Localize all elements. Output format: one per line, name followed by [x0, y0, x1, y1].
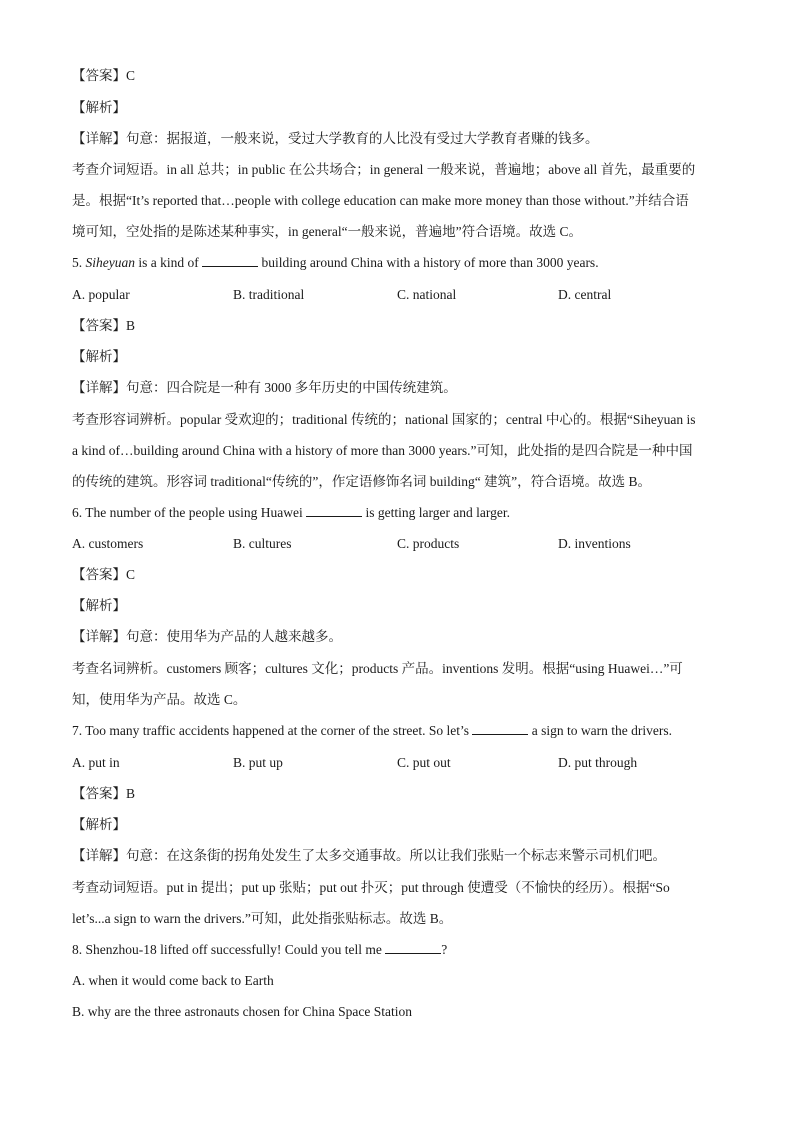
answer-value: B	[126, 786, 136, 801]
detail-text: 句意：四合院是一种有 3000 多年历史的中国传统建筑。	[126, 380, 457, 395]
analysis-label: 【解析】	[72, 100, 126, 115]
explanation-line: 境可知，空处指的是陈述某种事实，in general“一般来说，普遍地”符合语境。故选 C。	[72, 224, 582, 239]
stem-part: Shenzhou-18 lifted off successfully! Could you tell me	[82, 942, 386, 957]
stem-part: Too many traffic accidents happened at the corner of the street. So let’s	[82, 723, 473, 738]
option-b: B. put up	[233, 755, 283, 770]
question-number: 6.	[72, 505, 83, 520]
question-number: 7.	[72, 723, 83, 738]
answer-line-q6	[72, 565, 135, 585]
analysis-label: 【解析】	[72, 349, 126, 364]
detail-label: 【详解】	[72, 848, 126, 863]
analysis-label: 【解析】	[72, 817, 126, 832]
detail-label: 【详解】	[72, 380, 126, 395]
detail-label: 【详解】	[72, 131, 126, 146]
question-stem-q7	[72, 721, 672, 741]
explanation-line: a kind of…building around China with a history of more than 3000 years.”可知，此处指的是四合院是一种中国	[72, 443, 693, 458]
stem-part: a sign to warn the drivers.	[528, 723, 673, 738]
detail-text: 句意：在这条街的拐角处发生了太多交通事故。所以让我们张贴一个标志来警示司机们吧。	[126, 848, 666, 863]
answer-value: C	[126, 567, 136, 582]
option-d: D. central	[558, 287, 612, 302]
option-a: A. when it would come back to Earth	[72, 973, 274, 988]
option-a: A. customers	[72, 536, 144, 551]
explanation-line: 的传统的建筑。形容词 traditional“传统的”，作定语修饰名词 building“ 建筑”，符合语境。故选 B。	[72, 474, 651, 489]
option-a: A. popular	[72, 287, 130, 302]
stem-part: building around China with a history of more than 3000 years.	[258, 255, 599, 270]
detail-label: 【详解】	[72, 629, 126, 644]
detail-text: 句意：使用华为产品的人越来越多。	[126, 629, 342, 644]
answer-value: B	[126, 318, 136, 333]
option-b: B. cultures	[233, 536, 292, 551]
answer-value: C	[126, 68, 136, 83]
stem-part: is getting larger and larger.	[362, 505, 511, 520]
answer-line-q7	[72, 784, 135, 804]
answer-label: 【答案】	[72, 318, 126, 333]
option-d: D. put through	[558, 755, 638, 770]
analysis-label: 【解析】	[72, 598, 126, 613]
question-number: 8.	[72, 942, 83, 957]
answer-label: 【答案】	[72, 786, 126, 801]
stem-part: The number of the people using Huawei	[82, 505, 307, 520]
answer-label: 【答案】	[72, 567, 126, 582]
option-c: C. national	[397, 287, 457, 302]
italic-term: Siheyuan	[85, 255, 135, 270]
detail-line-q6	[72, 627, 342, 647]
answer-blank	[306, 504, 362, 517]
detail-line-q4	[72, 129, 599, 149]
answer-line-q5	[72, 316, 135, 336]
stem-part: ?	[441, 942, 448, 957]
detail-line-q5	[72, 378, 457, 398]
answer-blank	[472, 722, 528, 735]
stem-part: is a kind of	[135, 255, 203, 270]
explanation-line: 是。根据“It’s reported that…people with college education can make more money than those without.”并结合语	[72, 193, 689, 208]
answer-line-q4	[72, 66, 135, 86]
answer-blank	[385, 941, 441, 954]
explanation-line: 考查介词短语。in all 总共；in public 在公共场合；in general 一般来说，普遍地；above all 首先，最重要的	[72, 162, 696, 177]
question-stem-q8	[72, 940, 447, 960]
option-a: A. put in	[72, 755, 120, 770]
explanation-line: let’s...a sign to warn the drivers.”可知，此处指张贴标志。故选 B。	[72, 911, 453, 926]
option-b: B. why are the three astronauts chosen for China Space Station	[72, 1004, 413, 1019]
question-stem-q6	[72, 503, 510, 523]
option-c: C. put out	[397, 755, 451, 770]
answer-blank	[202, 254, 258, 267]
detail-text: 句意：据报道，一般来说，受过大学教育的人比没有受过大学教育者赚的钱多。	[126, 131, 599, 146]
detail-line-q7	[72, 846, 666, 866]
explanation-line: 考查名词辨析。customers 顾客；cultures 文化；products 产品。inventions 发明。根据“using Huawei…”可	[72, 661, 683, 676]
explanation-line: 考查动词短语。put in 提出；put up 张贴；put out 扑灭；put through 使遭受（不愉快的经历）。根据“So	[72, 880, 670, 895]
option-d: D. inventions	[558, 536, 631, 551]
option-b: B. traditional	[233, 287, 305, 302]
option-c: C. products	[397, 536, 460, 551]
explanation-line: 知，使用华为产品。故选 C。	[72, 692, 247, 707]
explanation-line: 考查形容词辨析。popular 受欢迎的；traditional 传统的；national 国家的；central 中心的。根据“Siheyuan is	[72, 412, 696, 427]
question-stem-q5	[72, 253, 599, 273]
question-number: 5.	[72, 255, 83, 270]
answer-label: 【答案】	[72, 68, 126, 84]
